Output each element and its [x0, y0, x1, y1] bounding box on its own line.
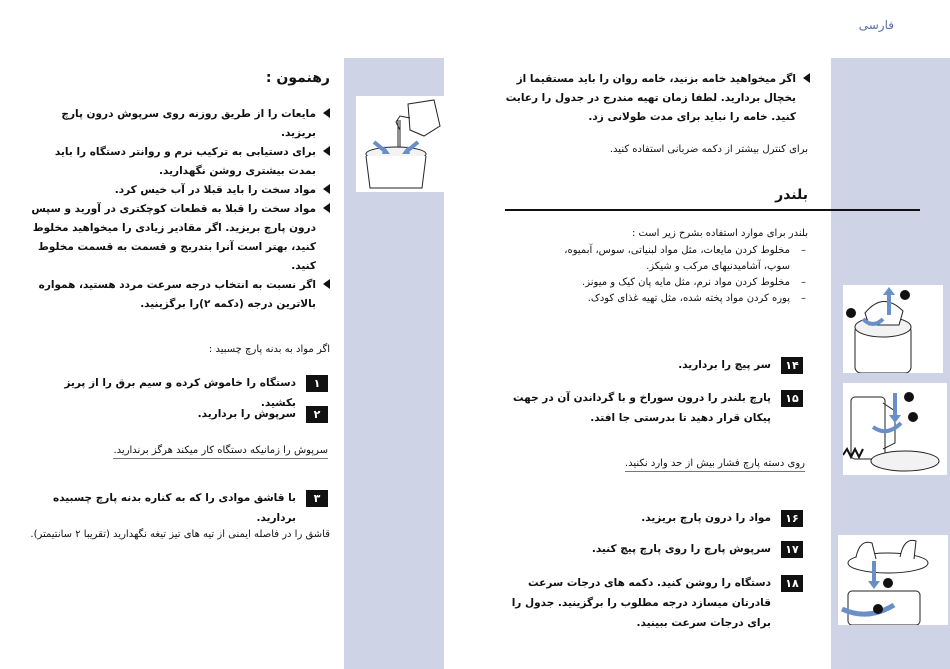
left-step-3 [40, 490, 328, 528]
pressure-note: روی دسته پارچ فشار بیش از حد وارد نکنید. [625, 458, 805, 472]
step-number: ۱۶ [781, 510, 803, 527]
lid-warning-wrap [110, 443, 328, 459]
step-number: ۱۸ [781, 575, 803, 592]
step-text: سر پیچ را بردارید. [678, 359, 771, 371]
language-label: فارسی [858, 18, 894, 32]
tip-item: اگر میخواهید خامه بزنید، خامه روان را باید مستقیما از یخچال بردارید. لطفا زمان تهیه مندرج در جدول را رعایت کنید. خامه را نباید برای مدت طولانی زد. [500, 70, 810, 127]
right-step-14 [505, 357, 803, 375]
bullet-marker-icon [323, 203, 330, 214]
bullet-marker-icon [323, 279, 330, 290]
tips-list [30, 105, 330, 314]
step-number: ۱۷ [781, 541, 803, 558]
use-item: – مخلوط کردن مواد نرم، مثل مایه پان کیک و میونز. [582, 277, 806, 288]
right-step-15 [505, 390, 803, 428]
blender-uses-list [540, 243, 808, 307]
use-item: – پوره کردن مواد پخته شده، مثل تهیه غذای کودک. [587, 293, 806, 304]
bullet-marker-icon [803, 73, 810, 84]
tip-item: مواد سخت را باید قبلا در آب خیس کرد. [30, 181, 330, 200]
tips-heading: رهنمون : [265, 70, 330, 86]
step-text: سرپوش را بردارید. [197, 408, 296, 420]
pulse-note: برای کنترل بیشتر از دکمه ضربانی استفاده کنید. [609, 144, 808, 155]
bullet-marker-icon [323, 108, 330, 119]
step-number: ۲ [306, 406, 328, 423]
blender-intro: بلندر برای موارد استفاده بشرح زیر است : [631, 228, 808, 239]
tip-item: مواد سخت را قبلا به قطعات کوچکتری در آورید و سپس درون پارچ بریزید. اگر مقادیر زیادی را میخواهید مخلوط کنید، بهتر است آنرا بتدریج و قسمت به قسمت مخلوط کنید. [30, 200, 330, 276]
insert-jug-illustration [843, 383, 947, 475]
remove-cap-illustration [843, 285, 943, 373]
screw-lid-illustration [838, 535, 948, 625]
stuck-intro: اگر مواد به بدنه پارچ چسبید : [208, 344, 330, 355]
tip-item: اگر نسبت به انتخاب درجه سرعت مردد هستید، همواره بالاترین درجه (دکمه ۲)را برگزینید. [30, 276, 330, 314]
step-number: ۱۴ [781, 357, 803, 374]
step-number: ۱۵ [781, 390, 803, 407]
blender-section-title: بلندر [775, 187, 808, 203]
use-item: – مخلوط کردن مایعات، مثل مواد لبنیاتی، سوس، آبمیوه، سوپ، آشامیدنیهای مرکب و شیکز. [564, 245, 806, 272]
step-text: مواد را درون پارچ بریزید. [641, 512, 771, 524]
step-number: ۱ [306, 375, 328, 392]
step-text: دستگاه را خاموش کرده و سیم برق را از پریز بکشید. [64, 377, 296, 409]
pouring-liquid-illustration [356, 96, 448, 192]
cream-tip-list [500, 70, 810, 127]
bullet-marker-icon [323, 184, 330, 195]
section-divider [505, 209, 920, 211]
step-text: پارچ بلندر را درون سوراخ و با گرداندن آن در جهت پیکان قرار دهید تا بدرستی جا افتد. [513, 392, 771, 424]
right-step-17 [505, 541, 803, 559]
lid-warning: سرپوش را زمانیکه دستگاه کار میکند هرگز برندارید. [113, 445, 328, 459]
right-step-18 [505, 575, 803, 633]
bullet-marker-icon [323, 146, 330, 157]
step-text: با قاشق موادی را که به کناره بدنه پارچ چسبیده بردارید. [53, 492, 296, 524]
step-text: سرپوش پارچ را روی پارچ پیچ کنید. [591, 543, 771, 555]
left-step-2 [40, 406, 328, 424]
pressure-note-wrap [600, 456, 805, 472]
tip-item: برای دستیابی به ترکیب نرم و روانتر دستگاه را باید بمدت بیشتری روشن نگهدارید. [30, 143, 330, 181]
step-text: دستگاه را روشن کنید. دکمه های درجات سرعت قادرتان میسازد درجه مطلوب را برگزینید. جدول را برای درجات سرعت ببینید. [511, 577, 771, 629]
tip-item: مایعات را از طریق روزنه روی سرپوش درون پارچ بریزید. [30, 105, 330, 143]
step-number: ۳ [306, 490, 328, 507]
right-step-16 [505, 510, 803, 528]
spoon-safety-note: قاشق را در فاصله ایمنی از تیه های تیز تیغه نگهدارید (تقریبا ۲ سانتیمتر). [30, 529, 330, 540]
